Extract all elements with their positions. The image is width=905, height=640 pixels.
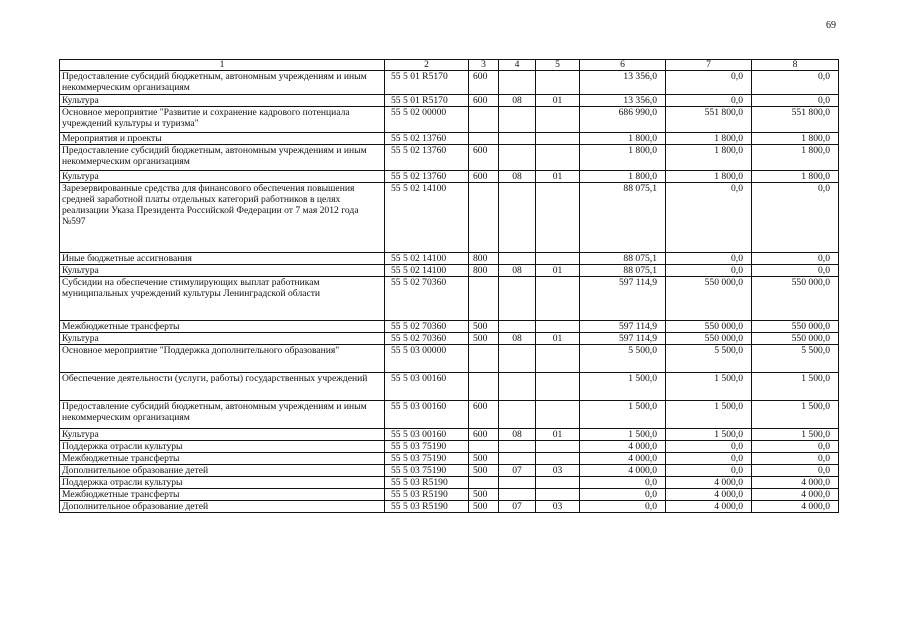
row-section xyxy=(499,373,536,401)
row-amount-col6: 597 114,9 xyxy=(580,333,666,345)
row-amount-col7: 1 500,0 xyxy=(666,401,752,429)
row-amount-col6: 1 500,0 xyxy=(580,373,666,401)
row-subsection xyxy=(536,453,580,465)
row-subsection: 01 xyxy=(536,429,580,441)
row-amount-col8: 0,0 xyxy=(752,265,839,277)
header-cell: 2 xyxy=(385,60,469,71)
row-subsection xyxy=(536,401,580,429)
table-row xyxy=(60,429,839,441)
row-expense-type: 500 xyxy=(469,465,499,477)
row-expense-type: 600 xyxy=(469,95,499,107)
row-name: Культура xyxy=(60,95,385,107)
row-code: 55 5 03 R5190 xyxy=(385,477,469,489)
table-row xyxy=(60,501,839,513)
table-body xyxy=(60,71,839,513)
row-subsection: 01 xyxy=(536,265,580,277)
row-expense-type xyxy=(469,477,499,489)
row-code: 55 5 02 14100 xyxy=(385,265,469,277)
table-row xyxy=(60,477,839,489)
row-amount-col6: 5 500,0 xyxy=(580,345,666,373)
header-cell: 5 xyxy=(536,60,580,71)
row-subsection xyxy=(536,345,580,373)
row-code: 55 5 03 00160 xyxy=(385,401,469,429)
row-subsection xyxy=(536,489,580,501)
row-section: 08 xyxy=(499,95,536,107)
row-amount-col8: 1 800,0 xyxy=(752,133,839,145)
row-amount-col8: 4 000,0 xyxy=(752,489,839,501)
row-amount-col6: 1 800,0 xyxy=(580,133,666,145)
row-subsection: 03 xyxy=(536,465,580,477)
row-expense-type: 500 xyxy=(469,333,499,345)
row-expense-type xyxy=(469,277,499,321)
row-amount-col7: 0,0 xyxy=(666,253,752,265)
row-amount-col7: 1 800,0 xyxy=(666,171,752,183)
row-amount-col8: 0,0 xyxy=(752,253,839,265)
row-amount-col8: 550 000,0 xyxy=(752,333,839,345)
row-amount-col8: 0,0 xyxy=(752,441,839,453)
row-amount-col6: 0,0 xyxy=(580,489,666,501)
table-row xyxy=(60,71,839,95)
row-amount-col7: 5 500,0 xyxy=(666,345,752,373)
row-code: 55 5 02 13760 xyxy=(385,145,469,171)
row-amount-col7: 0,0 xyxy=(666,441,752,453)
row-subsection xyxy=(536,477,580,489)
row-name: Основное мероприятие "Развитие и сохранение кадрового потенциала учреждений культуры и туризма" xyxy=(60,107,385,133)
header-cell: 1 xyxy=(60,60,385,71)
row-code: 55 5 03 00160 xyxy=(385,373,469,401)
row-name: Дополнительное образование детей xyxy=(60,465,385,477)
header-cell: 3 xyxy=(469,60,499,71)
row-code: 55 5 02 13760 xyxy=(385,133,469,145)
page-number: 69 xyxy=(826,20,836,31)
row-name: Основное мероприятие "Поддержка дополнительного образования" xyxy=(60,345,385,373)
row-amount-col8: 4 000,0 xyxy=(752,501,839,513)
row-expense-type xyxy=(469,373,499,401)
row-subsection xyxy=(536,253,580,265)
row-name: Предоставление субсидий бюджетным, автономным учреждениям и иным некоммерческим организациям xyxy=(60,71,385,95)
row-amount-col8: 551 800,0 xyxy=(752,107,839,133)
row-expense-type: 600 xyxy=(469,145,499,171)
row-subsection xyxy=(536,373,580,401)
row-section xyxy=(499,71,536,95)
row-name: Межбюджетные трансферты xyxy=(60,321,385,333)
row-subsection xyxy=(536,107,580,133)
row-name: Мероприятия и проекты xyxy=(60,133,385,145)
row-code: 55 5 03 75190 xyxy=(385,465,469,477)
row-amount-col8: 0,0 xyxy=(752,95,839,107)
table-row xyxy=(60,107,839,133)
row-amount-col6: 597 114,9 xyxy=(580,321,666,333)
row-expense-type: 600 xyxy=(469,429,499,441)
row-expense-type xyxy=(469,107,499,133)
table-row xyxy=(60,465,839,477)
row-amount-col7: 550 000,0 xyxy=(666,321,752,333)
row-section xyxy=(499,489,536,501)
table-row xyxy=(60,453,839,465)
row-code: 55 5 02 70360 xyxy=(385,321,469,333)
row-code: 55 5 02 14100 xyxy=(385,253,469,265)
row-name: Субсидии на обеспечение стимулирующих выплат работникам муниципальных учреждений культуры Ленинградской области xyxy=(60,277,385,321)
header-cell: 8 xyxy=(752,60,839,71)
row-name: Иные бюджетные ассигнования xyxy=(60,253,385,265)
row-amount-col6: 1 500,0 xyxy=(580,429,666,441)
row-amount-col7: 0,0 xyxy=(666,95,752,107)
row-code: 55 5 03 00160 xyxy=(385,429,469,441)
row-amount-col6: 0,0 xyxy=(580,477,666,489)
row-amount-col8: 0,0 xyxy=(752,183,839,253)
row-expense-type xyxy=(469,441,499,453)
table-row xyxy=(60,183,839,253)
row-expense-type: 600 xyxy=(469,171,499,183)
row-amount-col6: 4 000,0 xyxy=(580,465,666,477)
row-amount-col8: 1 500,0 xyxy=(752,373,839,401)
row-name: Культура xyxy=(60,333,385,345)
row-section: 08 xyxy=(499,333,536,345)
row-name: Поддержка отрасли культуры xyxy=(60,477,385,489)
row-expense-type: 800 xyxy=(469,253,499,265)
row-amount-col8: 550 000,0 xyxy=(752,321,839,333)
row-amount-col6: 4 000,0 xyxy=(580,441,666,453)
row-code: 55 5 01 R5170 xyxy=(385,95,469,107)
header-cell: 4 xyxy=(499,60,536,71)
header-cell: 6 xyxy=(580,60,666,71)
row-amount-col7: 1 500,0 xyxy=(666,373,752,401)
row-amount-col6: 597 114,9 xyxy=(580,277,666,321)
row-expense-type xyxy=(469,345,499,373)
row-section xyxy=(499,183,536,253)
row-amount-col8: 4 000,0 xyxy=(752,477,839,489)
header-cell: 7 xyxy=(666,60,752,71)
row-amount-col7: 551 800,0 xyxy=(666,107,752,133)
table-row xyxy=(60,441,839,453)
row-amount-col6: 0,0 xyxy=(580,501,666,513)
row-name: Культура xyxy=(60,429,385,441)
table-row xyxy=(60,171,839,183)
row-amount-col8: 0,0 xyxy=(752,465,839,477)
row-expense-type: 500 xyxy=(469,453,499,465)
row-amount-col6: 1 500,0 xyxy=(580,401,666,429)
table-row xyxy=(60,253,839,265)
row-amount-col7: 0,0 xyxy=(666,465,752,477)
row-section xyxy=(499,133,536,145)
table-row xyxy=(60,95,839,107)
row-amount-col7: 1 800,0 xyxy=(666,133,752,145)
row-amount-col7: 1 800,0 xyxy=(666,145,752,171)
row-section xyxy=(499,345,536,373)
table-row xyxy=(60,133,839,145)
row-expense-type xyxy=(469,133,499,145)
row-amount-col7: 0,0 xyxy=(666,183,752,253)
row-amount-col8: 0,0 xyxy=(752,453,839,465)
row-amount-col6: 88 075,1 xyxy=(580,183,666,253)
row-section xyxy=(499,477,536,489)
row-amount-col6: 1 800,0 xyxy=(580,145,666,171)
row-section: 08 xyxy=(499,265,536,277)
row-amount-col7: 0,0 xyxy=(666,453,752,465)
row-code: 55 5 03 75190 xyxy=(385,453,469,465)
table-row xyxy=(60,145,839,171)
table-row xyxy=(60,489,839,501)
row-section: 07 xyxy=(499,465,536,477)
row-amount-col6: 4 000,0 xyxy=(580,453,666,465)
row-amount-col7: 4 000,0 xyxy=(666,489,752,501)
row-amount-col6: 13 356,0 xyxy=(580,95,666,107)
row-subsection xyxy=(536,441,580,453)
row-name: Культура xyxy=(60,265,385,277)
table-row xyxy=(60,401,839,429)
row-amount-col7: 4 000,0 xyxy=(666,477,752,489)
row-code: 55 5 02 13760 xyxy=(385,171,469,183)
row-amount-col7: 0,0 xyxy=(666,265,752,277)
row-subsection xyxy=(536,71,580,95)
row-expense-type: 800 xyxy=(469,265,499,277)
row-section xyxy=(499,453,536,465)
row-name: Предоставление субсидий бюджетным, автономным учреждениям и иным некоммерческим организациям xyxy=(60,401,385,429)
row-code: 55 5 03 00000 xyxy=(385,345,469,373)
row-name: Обеспечение деятельности (услуги, работы) государственных учреждений xyxy=(60,373,385,401)
row-amount-col7: 550 000,0 xyxy=(666,277,752,321)
row-code: 55 5 02 70360 xyxy=(385,333,469,345)
row-section: 08 xyxy=(499,171,536,183)
row-code: 55 5 02 70360 xyxy=(385,277,469,321)
row-expense-type: 500 xyxy=(469,489,499,501)
row-code: 55 5 03 R5190 xyxy=(385,489,469,501)
row-code: 55 5 02 00000 xyxy=(385,107,469,133)
row-section xyxy=(499,441,536,453)
row-amount-col7: 0,0 xyxy=(666,71,752,95)
row-amount-col6: 686 990,0 xyxy=(580,107,666,133)
row-expense-type: 500 xyxy=(469,321,499,333)
row-subsection xyxy=(536,183,580,253)
table-row xyxy=(60,265,839,277)
row-amount-col8: 0,0 xyxy=(752,71,839,95)
row-expense-type: 500 xyxy=(469,501,499,513)
row-subsection xyxy=(536,133,580,145)
row-subsection: 01 xyxy=(536,333,580,345)
row-expense-type xyxy=(469,183,499,253)
row-amount-col6: 1 800,0 xyxy=(580,171,666,183)
row-amount-col6: 88 075,1 xyxy=(580,253,666,265)
row-name: Культура xyxy=(60,171,385,183)
row-code: 55 5 02 14100 xyxy=(385,183,469,253)
row-amount-col7: 550 000,0 xyxy=(666,333,752,345)
row-section xyxy=(499,107,536,133)
row-name: Поддержка отрасли культуры xyxy=(60,441,385,453)
row-section xyxy=(499,145,536,171)
row-code: 55 5 03 R5190 xyxy=(385,501,469,513)
row-subsection xyxy=(536,277,580,321)
row-section: 08 xyxy=(499,429,536,441)
table-row xyxy=(60,321,839,333)
row-amount-col7: 1 500,0 xyxy=(666,429,752,441)
row-amount-col7: 4 000,0 xyxy=(666,501,752,513)
table-row xyxy=(60,277,839,321)
row-name: Межбюджетные трансферты xyxy=(60,489,385,501)
row-subsection: 03 xyxy=(536,501,580,513)
row-name: Зарезервированные средства для финансового обеспечения повышения средней заработной платы отдельных категорий работников в целях реализации Указа Президента Российской Федерации от 7 мая 2012 года №597 xyxy=(60,183,385,253)
header-row xyxy=(60,60,839,71)
table-row xyxy=(60,373,839,401)
row-name: Дополнительное образование детей xyxy=(60,501,385,513)
table-row xyxy=(60,333,839,345)
row-name: Предоставление субсидий бюджетным, автономным учреждениям и иным некоммерческим организациям xyxy=(60,145,385,171)
row-expense-type: 600 xyxy=(469,401,499,429)
row-section xyxy=(499,321,536,333)
row-subsection: 01 xyxy=(536,171,580,183)
row-section xyxy=(499,277,536,321)
row-section xyxy=(499,253,536,265)
row-amount-col8: 550 000,0 xyxy=(752,277,839,321)
row-code: 55 5 03 75190 xyxy=(385,441,469,453)
row-subsection xyxy=(536,321,580,333)
row-code: 55 5 01 R5170 xyxy=(385,71,469,95)
row-section: 07 xyxy=(499,501,536,513)
row-amount-col8: 1 800,0 xyxy=(752,171,839,183)
row-amount-col6: 13 356,0 xyxy=(580,71,666,95)
row-expense-type: 600 xyxy=(469,71,499,95)
row-amount-col8: 5 500,0 xyxy=(752,345,839,373)
row-subsection: 01 xyxy=(536,95,580,107)
row-amount-col6: 88 075,1 xyxy=(580,265,666,277)
row-name: Межбюджетные трансферты xyxy=(60,453,385,465)
row-amount-col8: 1 800,0 xyxy=(752,145,839,171)
budget-table xyxy=(59,59,839,513)
table-row xyxy=(60,345,839,373)
row-amount-col8: 1 500,0 xyxy=(752,429,839,441)
row-subsection xyxy=(536,145,580,171)
row-amount-col8: 1 500,0 xyxy=(752,401,839,429)
row-section xyxy=(499,401,536,429)
